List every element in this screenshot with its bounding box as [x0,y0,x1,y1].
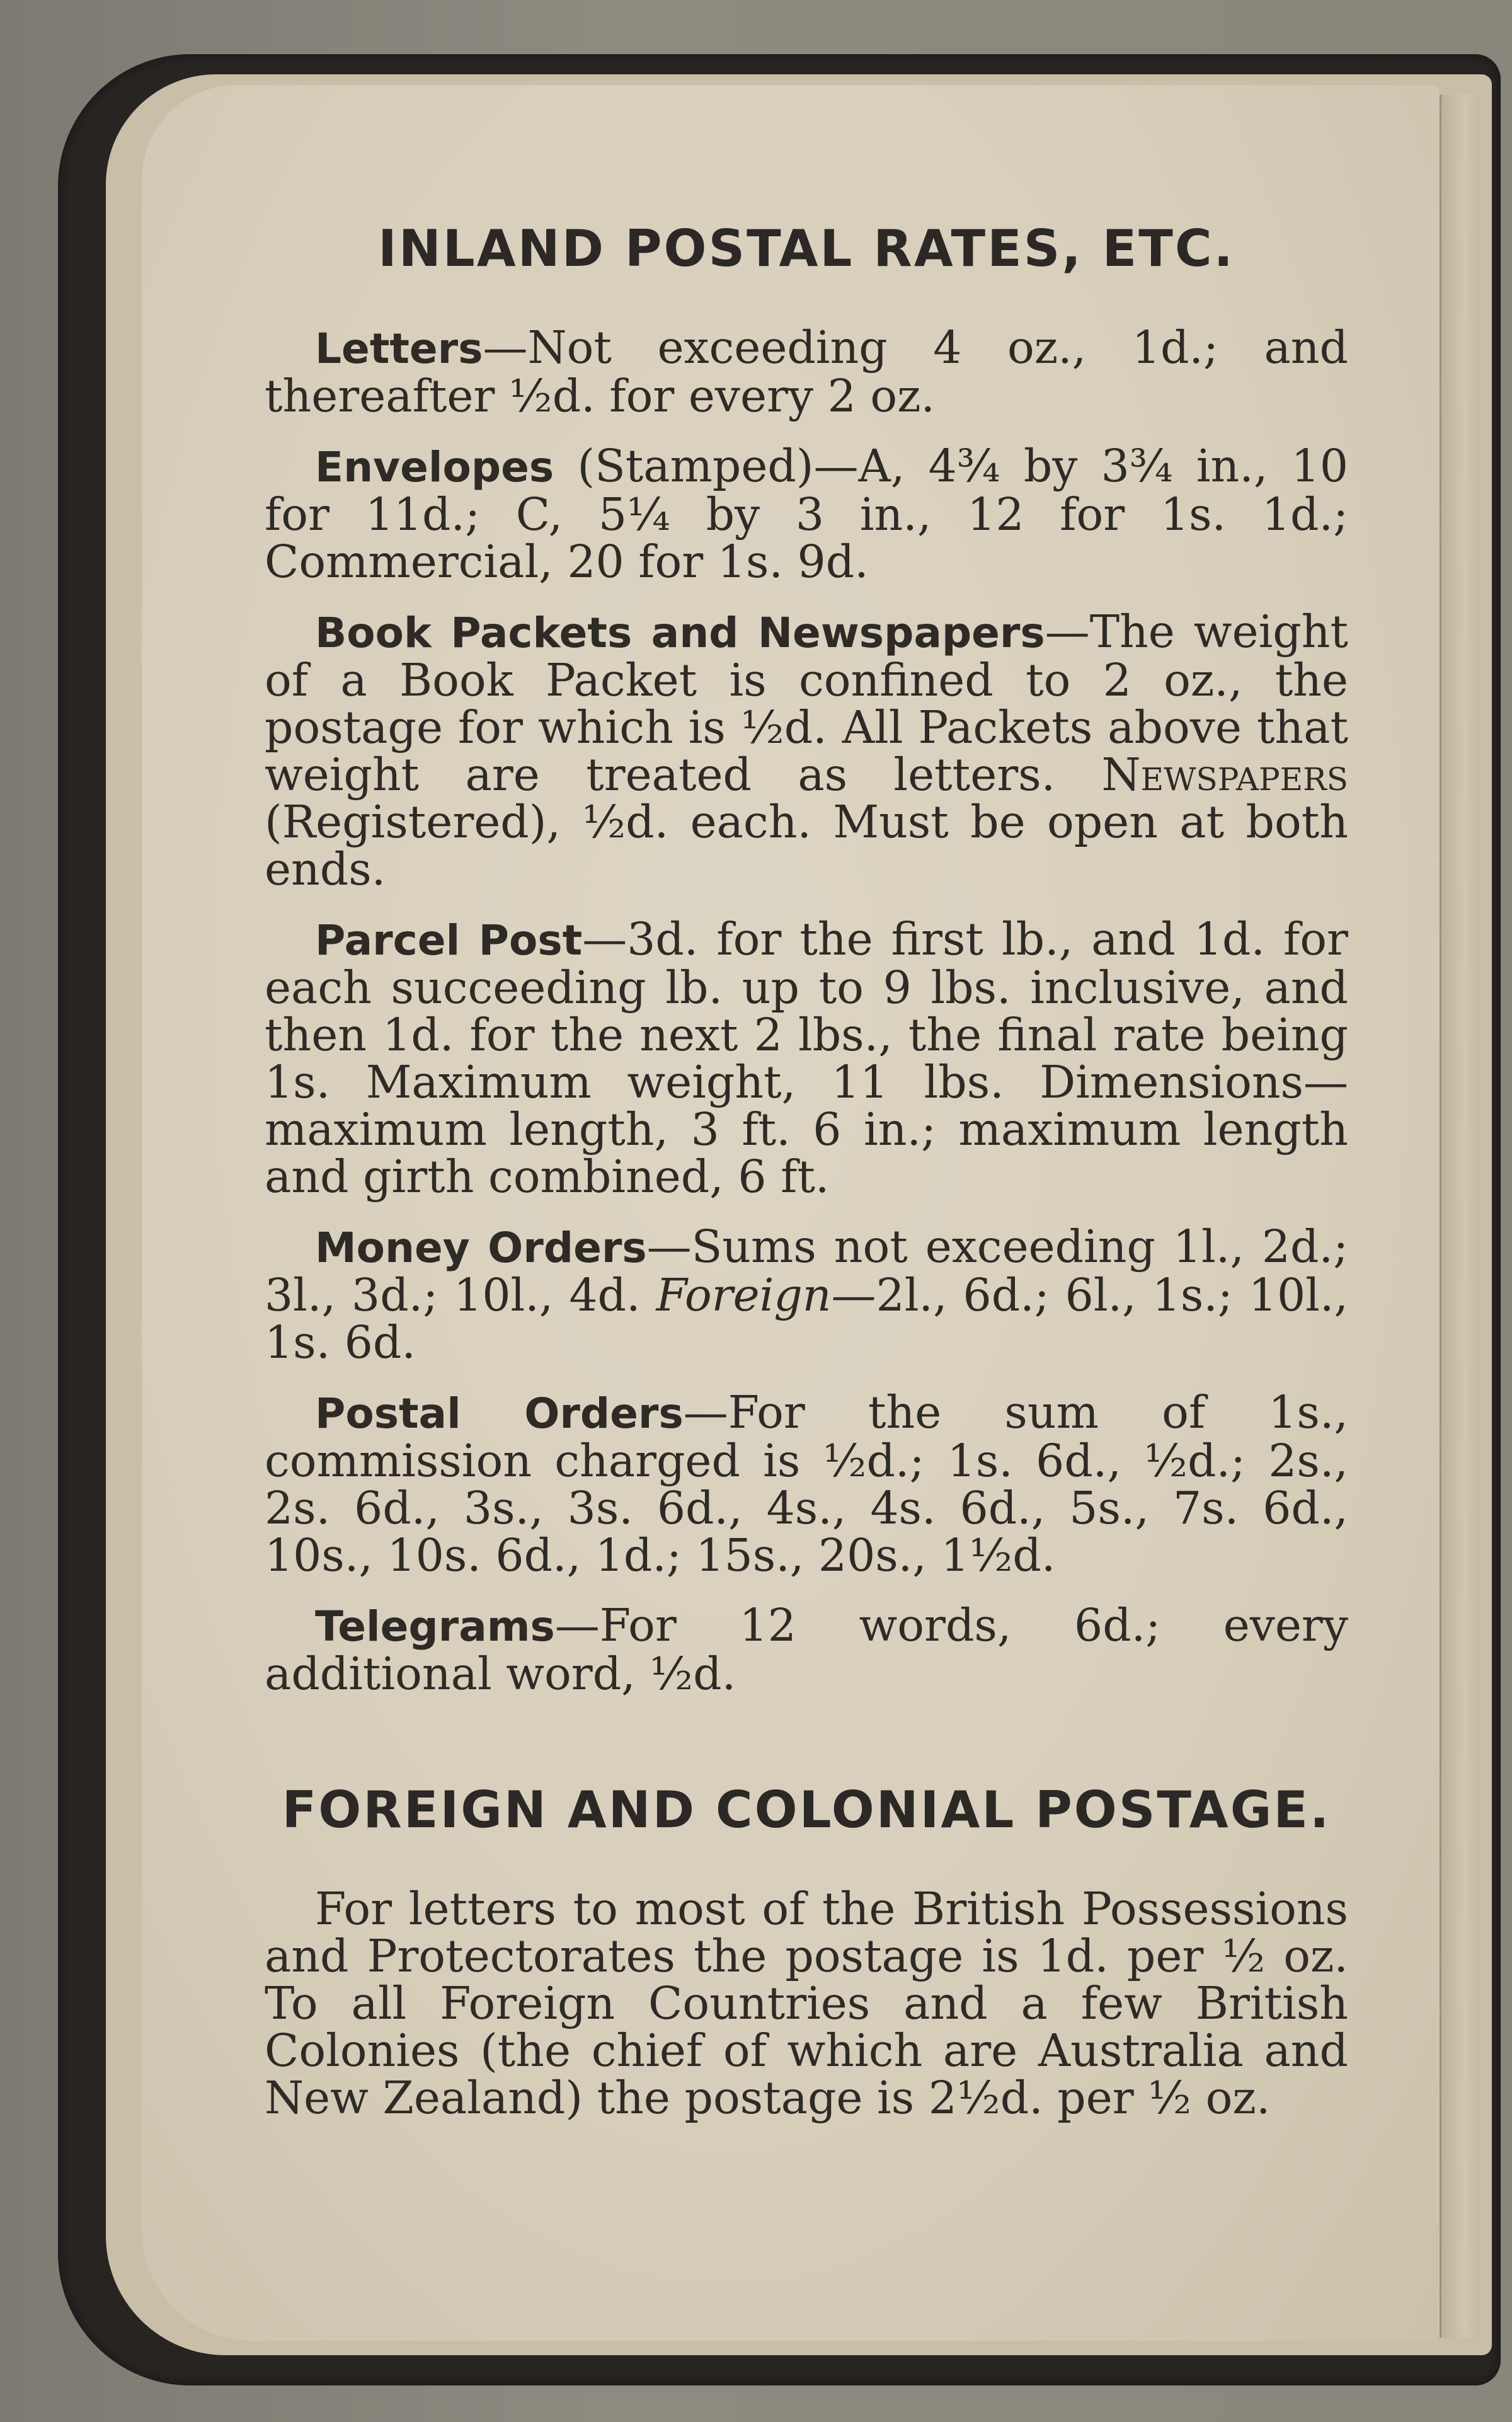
facing-page-edge [1440,95,1480,2338]
section-lead: Letters [315,324,483,373]
section-lead: Book Packets and Newspapers [315,609,1045,657]
section-lead: Money Orders [315,1224,647,1272]
section-smallcaps: Newspapers [1101,749,1348,801]
section-book-packets [265,608,1348,893]
section-text-after: 2l., 6d.; 6l., 1s.; 10l., 1s. 6d. [265,1269,1348,1369]
heading-inland-postal-rates: INLAND POSTAL RATES, ETC. [378,219,1235,278]
section-postal-orders [265,1386,1348,1581]
heading-foreign-colonial-postage: FOREIGN AND COLONIAL POSTAGE. [282,1781,1331,1839]
section-telegrams [265,1599,1348,1700]
section-text: —For 12 words, 6d.; every additional word, ½d. [265,1599,1348,1700]
section-text: —The weight of a Book Packet is confined to 2 oz., the postage for which is ½d. All Packets above that weight are treated as letters. [265,606,1348,801]
section-money-orders [265,1220,1349,1369]
section-lead: Envelopes [315,443,554,491]
section-envelopes [265,440,1348,588]
section-italic: Foreign— [656,1269,876,1321]
section-text: (Stamped)—A, 4¾ by 3¾ in., 10 for 11d.; C, 5¼ by 3 in., 12 for 1s. 1d.; Commercial, 20 for 1s. 9d. [265,440,1348,588]
section-lead: Parcel Post [315,916,583,965]
section-letters [265,321,1348,422]
page-content [265,221,1348,2144]
foreign-paragraph: For letters to most of the British Possessions and Protectorates the postage is 1d. per ½ oz. To all Foreign Countries and a few British Colonies (the chief of which are Australia and New Zealand) the postage is 2½d. per ½ oz. [265,1883,1348,2124]
section-lead: Postal Orders [315,1389,684,1438]
section-text: —For the sum of 1s., commission charged is ½d.; 1s. 6d., ½d.; 2s., 2s. 6d., 3s., 3s. 6d., 4s., 4s. 6d., 5s., 7s. 6d., 10s., 10s. 6d., 1d.; 15s., 20s., 1½d. [265,1386,1348,1581]
section-lead: Telegrams [315,1602,555,1651]
section-text: —3d. for the first lb., and 1d. for each succeeding lb. up to 9 lbs. inclusive, and then 1d. for the next 2 lbs., the final rate being 1s. Maximum weight, 11 lbs. Dimensions—maximum length, 3 ft. 6 in.; maximum length and girth combined, 6 ft. [265,913,1348,1203]
section-text: —Sums not exceeding 1l., 2d.; 3l., 3d.; 10l., 4d. [265,1220,1349,1321]
section-text-after: (Registered), ½d. each. Must be open at both ends. [265,796,1348,895]
section-text: —Not exceeding 4 oz., 1d.; and thereafter ½d. for every 2 oz. [265,321,1348,422]
section-parcel-post [265,913,1348,1203]
